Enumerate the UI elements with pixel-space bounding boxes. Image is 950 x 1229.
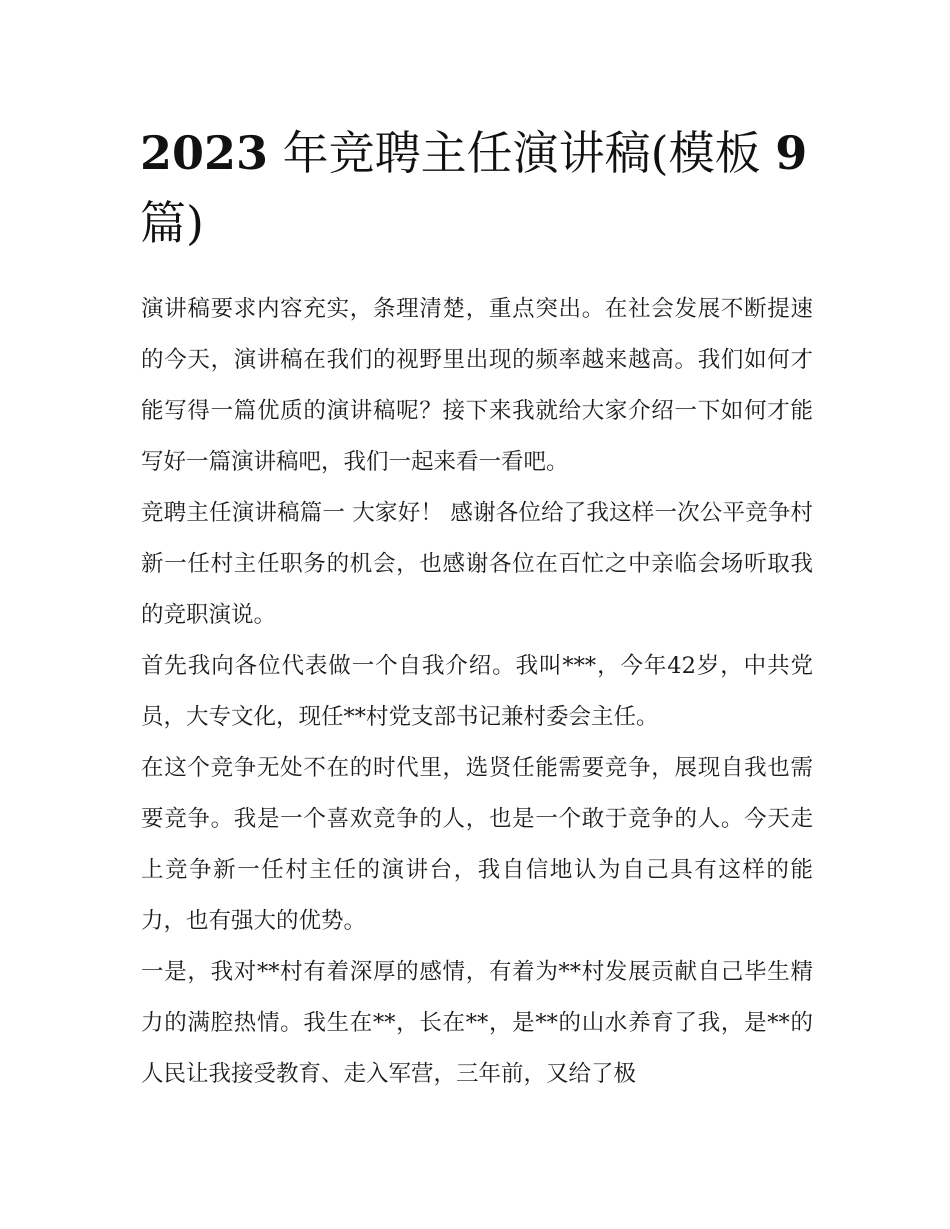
title-count: 9 — [775, 126, 808, 180]
document-body — [141, 284, 813, 1100]
title-suffix: 篇) — [140, 196, 204, 250]
paragraph-self-intro: 首先我向各位代表做一个自我介绍。我叫***，今年42岁，中共党员，大专文化，现任**村党支部书记兼村委会主任。 — [141, 653, 813, 730]
paragraph-competition: 在这个竞争无处不在的时代里，选贤任能需要竞争，展现自我也需要竞争。我是一个喜欢竞争的人，也是一个敢于竞争的人。今天走上竞争新一任村主任的演讲台，我自信地认为自己具有这样的能力，也有强大的优势。 — [141, 755, 813, 934]
paragraph-greeting: 竞聘主任演讲稿篇一 大家好！ 感谢各位给了我这样一次公平竞争村新一任村主任职务的机会，也感谢各位在百忙之中亲临会场听取我的竞职演说。 — [141, 500, 813, 628]
title-text: 年竞聘主任演讲稿(模板 — [282, 126, 761, 180]
document-title — [140, 118, 820, 258]
paragraph-first-point: 一是，我对**村有着深厚的感情，有着为**村发展贡献自己毕生精力的满腔热情。我生在**，长在**，是**的山水养育了我，是**的人民让我接受教育、走入军营，三年前，又给了极 — [141, 959, 813, 1087]
paragraph-intro: 演讲稿要求内容充实，条理清楚，重点突出。在社会发展不断提速的今天，演讲稿在我们的视野里出现的频率越来越高。我们如何才能写得一篇优质的演讲稿呢？接下来我就给大家介绍一下如何才能写好一篇演讲稿吧，我们一起来看一看吧。 — [141, 296, 813, 475]
title-year: 2023 — [140, 126, 269, 180]
